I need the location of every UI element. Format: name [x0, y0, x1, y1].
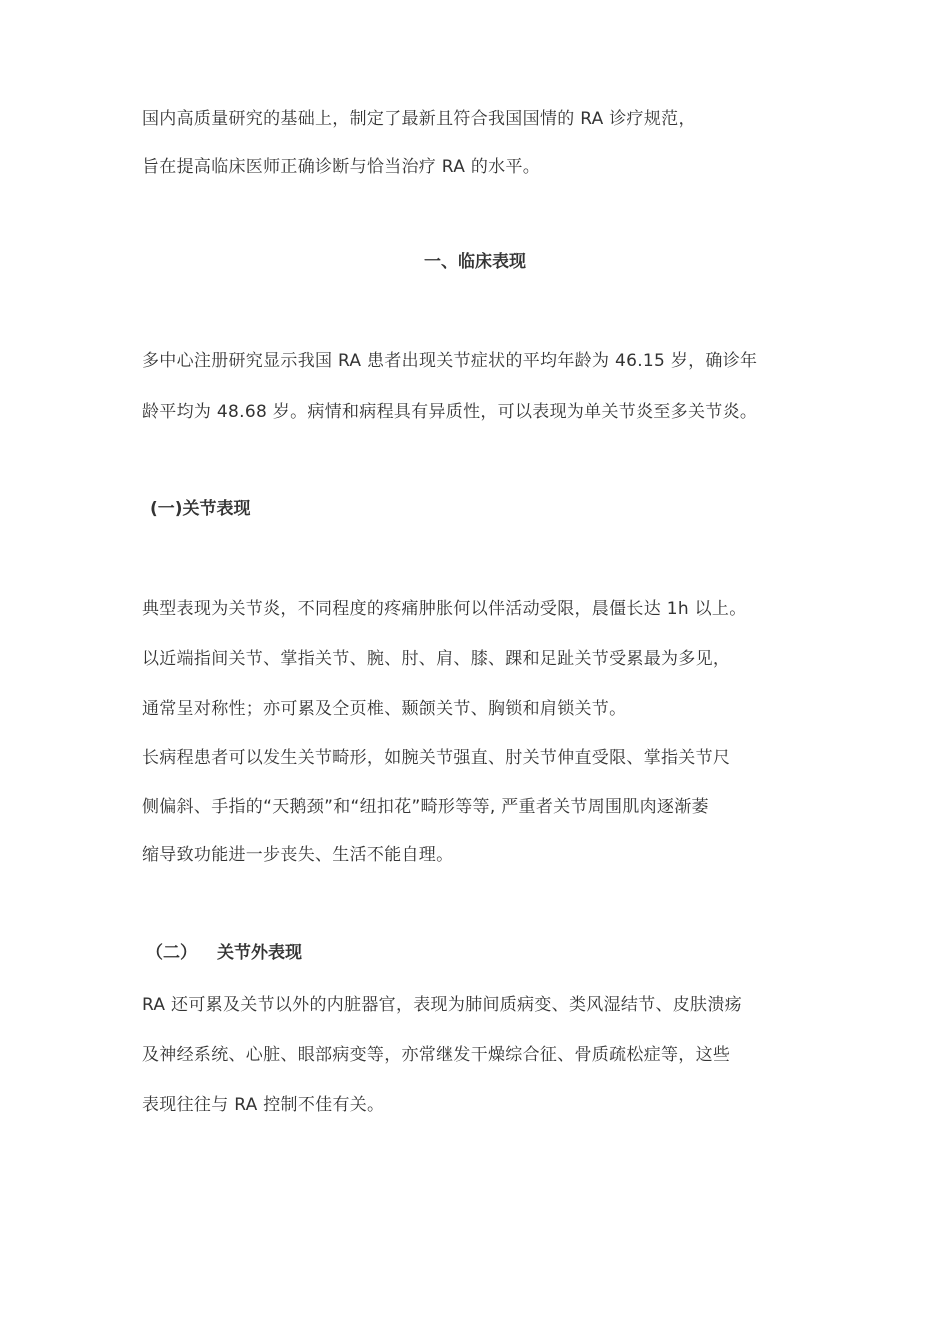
sub1-line-2: 以近端指间关节、掌指关节、腕、肘、肩、膝、踝和足趾关节受累最为多见，	[142, 649, 731, 669]
sub1-line-4: 长病程患者可以发生关节畸形，如腕关节强直、肘关节伸直受限、掌指关节尺	[142, 748, 731, 768]
sub2-line-2: 及神经系统、心脏、眼部病变等，亦常继发干燥综合征、骨质疏松症等，这些	[142, 1045, 731, 1065]
intro-line-2: 旨在提高临床医师正确诊断与恰当治疗 RA 的水平。	[142, 157, 541, 177]
section1-line-1: 多中心注册研究显示我国 RA 患者出现关节症状的平均年龄为 46.15 岁，确诊年	[142, 351, 758, 371]
sub1-line-3: 通常呈对称性；亦可累及仝页椎、颞颌关节、胸锁和肩锁关节。	[142, 699, 627, 719]
sub2-line-1: RA 还可累及关节以外的内脏器官，表现为肺间质病变、类风湿结节、皮肤溃疡	[142, 995, 742, 1015]
sub2-line-3: 表现往往与 RA 控制不佳有关。	[142, 1095, 385, 1115]
sub1-line-1: 典型表现为关节炎，不同程度的疼痛肿胀何以伴活动受限，晨僵长达 1h 以上。	[142, 599, 747, 619]
sub1-line-5: 侧偏斜、手指的“天鹅颈”和“纽扣花”畸形等等, 严重者关节周围肌肉逐渐萎	[142, 797, 709, 817]
subheading-extra-articular: 关节外表现	[217, 943, 302, 963]
intro-line-1: 国内高质量研究的基础上，制定了最新且符合我国国情的 RA 诊疗规范，	[142, 109, 696, 129]
subheading-extra-number: （二）	[146, 943, 197, 963]
section-heading-clinical: 一、临床表现	[424, 252, 526, 272]
subheading-joint: (一)关节表现	[150, 499, 251, 519]
sub1-line-6: 缩导致功能进一步丧失、生活不能自理。	[142, 845, 454, 865]
section1-line-2: 龄平均为 48.68 岁。病情和病程具有异质性，可以表现为单关节炎至多关节炎。	[142, 402, 758, 422]
